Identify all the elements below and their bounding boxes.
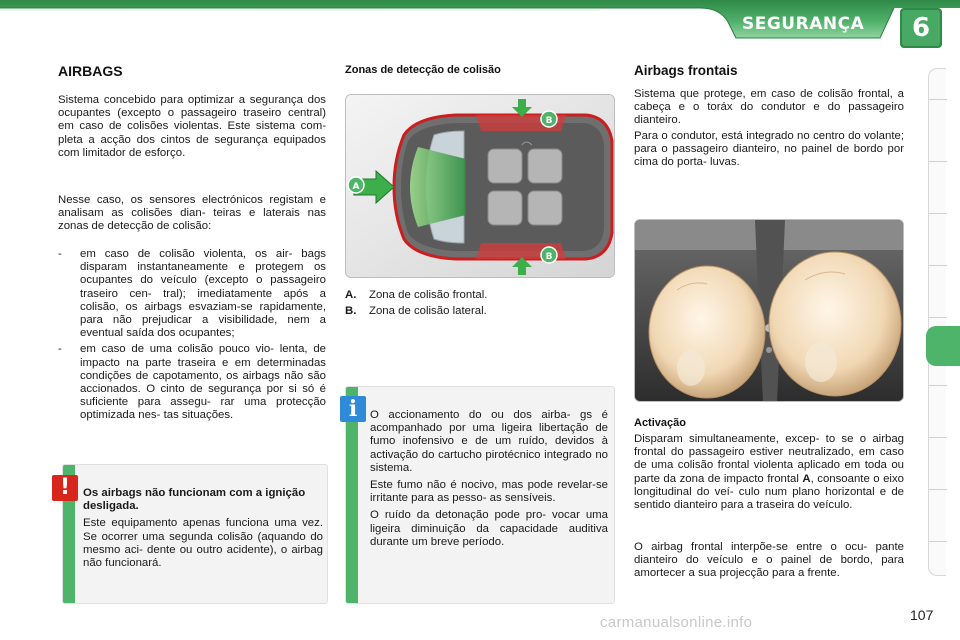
chapter-number: 6 <box>911 13 931 43</box>
tab-divider <box>929 213 947 214</box>
warning-icon: ! <box>52 475 78 501</box>
watermark: carmanualsonline.info <box>600 614 753 631</box>
tab-divider <box>929 317 947 318</box>
tab-divider <box>929 265 947 266</box>
warning-text: Este equipamento apenas funciona uma vez. Se ocorrer uma segunda colisão (aquando do mesmo aci- dente ou outro acidente), o airbag não funcionará. <box>83 517 323 570</box>
zones-heading: Zonas de detecção de colisão <box>345 64 501 76</box>
airbags-heading: AIRBAGS <box>58 63 123 79</box>
info-body <box>370 409 608 553</box>
list-item: - em caso de uma colisão pouco vio- lenta, de impacto na parte traseira e em determinadas condições de capotamento, os airbags não são accionados. O cinto de segurança por si só é suficiente para assegu- rar uma protecção optimizada nes- tas situações. <box>58 343 326 422</box>
activation-paragraph: Disparam simultaneamente, excep- to se o airbag frontal do passageiro estiver neutralizado, em caso de uma colisão frontal violenta aplicado em toda ou parte da zona de impacto frontal A, consoante o eixo longitudinal do veí- culo num plano horizontal e de sentido dianteiro para a traseira do veículo. <box>634 433 904 512</box>
info-note <box>345 386 615 604</box>
info-paragraph: O ruído da detonação pode pro- vocar uma ligeira diminuição da capacidade auditiva durante um breve período. <box>370 509 608 548</box>
frontal-intro: Sistema que protege, em caso de colisão frontal, a cabeça e o toráx do condutor e do passageiro dianteiro. <box>634 88 904 127</box>
section-title: SEGURANÇA <box>742 14 865 34</box>
legend-item-b: B. Zona de colisão lateral. <box>345 305 487 317</box>
tab-divider <box>929 489 947 490</box>
frontal-airbags-figure <box>634 219 904 402</box>
info-paragraph: O accionamento do ou dos airba- gs é acompanhado por uma ligeira libertação de fumo inofensivo e de um ruído, devidos à activação do cartucho pirotécnico integrado no sistema. <box>370 409 608 474</box>
airbag-function-paragraph: O airbag frontal interpõe-se entre o ocu- pante dianteiro do veículo e o painel de bordo, para amortecer a sua projecção para a frente. <box>634 541 904 580</box>
collision-zones-figure <box>345 94 615 278</box>
tab-divider <box>929 541 947 542</box>
frontal-location: Para o condutor, está integrado no centro do volante; para o passageiro dianteiro, no painel de bordo por cima do porta- luvas. <box>634 130 904 169</box>
tab-divider <box>929 161 947 162</box>
info-icon: i <box>340 396 366 422</box>
zone-label-b-bottom: B <box>545 252 553 262</box>
warning-title: Os airbags não funcionam com a ignição desligada. <box>83 487 306 513</box>
zone-label-b-top: B <box>545 116 553 126</box>
warning-note <box>62 464 328 604</box>
airbag-deployment-illustration <box>635 220 904 402</box>
frontal-airbags-heading: Airbags frontais <box>634 63 738 78</box>
activation-heading: Activação <box>634 417 686 429</box>
page-header <box>0 0 960 50</box>
sensors-paragraph: Nesse caso, os sensores electrónicos registam e analisam as colisões dian- teiras e laterais nas zonas de detecção de colisão: <box>58 194 326 233</box>
chapter-tabs <box>928 68 946 576</box>
tab-divider <box>929 99 947 100</box>
warning-body <box>83 487 323 570</box>
car-topview-illustration <box>346 95 615 278</box>
zone-label-a: A <box>352 182 360 192</box>
info-paragraph: Este fumo não é nocivo, mas pode revelar-se irritante para as pesso- as sensíveis. <box>370 479 608 505</box>
collision-list <box>58 248 326 426</box>
tab-divider <box>929 385 947 386</box>
page-number: 107 <box>910 607 934 623</box>
active-chapter-tab[interactable] <box>926 326 960 366</box>
list-item: - em caso de colisão violenta, os air- bags disparam instantaneamente e protegem os ocupantes do veículo (excepto o passageiro traseiro cen- tral); imediatamente após a colisão, os airbags esvaziam-se rapidamente, para não prejudicar a visibilidade, nem a eventual saída dos ocupantes; <box>58 248 326 340</box>
intro-paragraph: Sistema concebido para optimizar a segurança dos ocupantes (excepto o passageiro traseiro central) em caso de colisões violentas. Este sistema com- pleta a acção dos cintos de segurança equipados com limitador de esforço. <box>58 94 326 159</box>
legend-item-a: A. Zona de colisão frontal. <box>345 289 488 301</box>
tab-divider <box>929 437 947 438</box>
